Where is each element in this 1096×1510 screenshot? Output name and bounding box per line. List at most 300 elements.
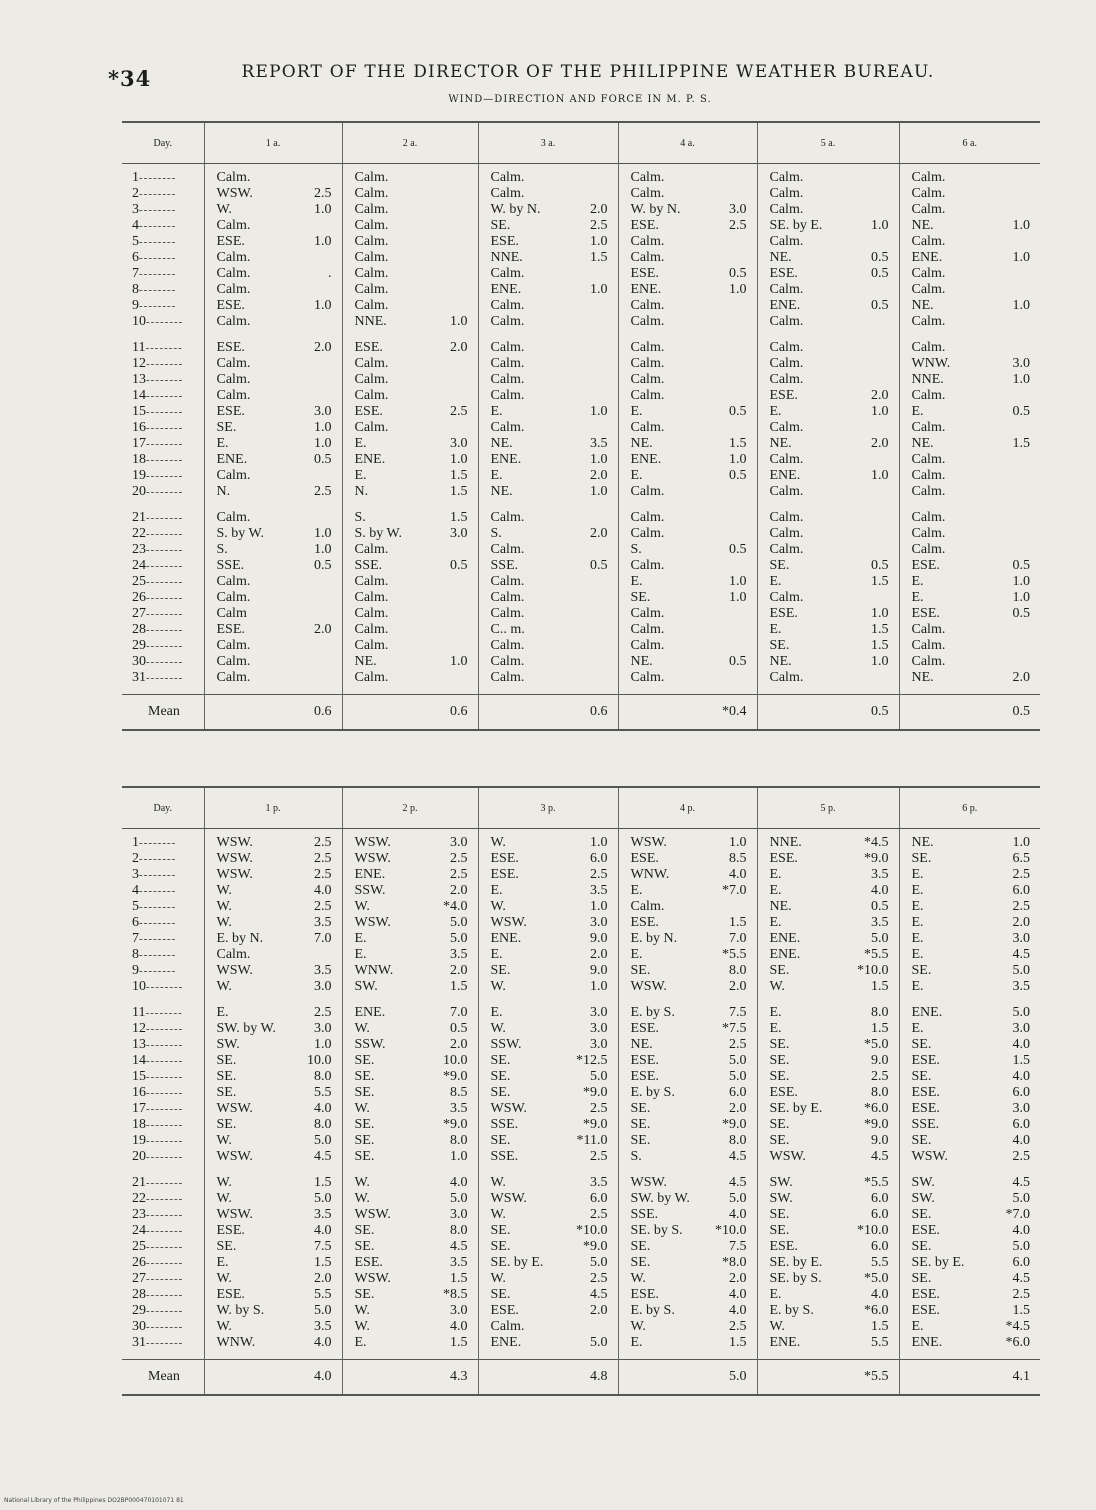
wind-direction: SE. <box>490 1239 511 1254</box>
wind-observation <box>758 1223 899 1239</box>
wind-direction: ESE. <box>490 1303 519 1318</box>
day-row-label <box>122 574 204 590</box>
wind-observation <box>205 1207 342 1223</box>
hour-column <box>478 829 618 1360</box>
wind-force: 1.0 <box>1012 218 1030 233</box>
wind-direction: ENE. <box>911 1005 943 1020</box>
wind-force: 1.5 <box>450 484 468 499</box>
wind-direction: Calm. <box>911 340 946 355</box>
day-row-label <box>122 606 204 622</box>
wind-force: 1.5 <box>450 979 468 994</box>
hour-column-header: 3 p. <box>478 787 618 829</box>
wind-force: 8.0 <box>450 1133 468 1148</box>
pm-wind-table <box>122 786 1040 1396</box>
wind-observation <box>479 883 618 899</box>
wind-direction: Calm. <box>490 372 525 387</box>
wind-force: 5.0 <box>1012 1005 1030 1020</box>
wind-direction: S. by W. <box>354 526 402 541</box>
wind-observation <box>900 947 1041 963</box>
wind-force: 9.0 <box>590 931 608 946</box>
wind-observation <box>205 404 342 420</box>
wind-direction: SW. <box>769 1175 793 1190</box>
wind-direction: E. <box>911 867 924 882</box>
wind-force: 4.0 <box>729 867 747 882</box>
wind-observation <box>479 1085 618 1101</box>
wind-observation <box>619 1319 757 1335</box>
wind-force: *9.0 <box>864 1117 889 1132</box>
wind-observation <box>619 622 757 638</box>
hour-column <box>204 164 342 695</box>
day-leader-dots: -------- <box>146 981 184 993</box>
wind-force: . <box>328 266 332 281</box>
wind-direction: SE. <box>911 1271 932 1286</box>
day-number: 11 <box>132 1005 146 1020</box>
wind-observation <box>205 314 342 330</box>
wind-direction: NE. <box>630 654 653 669</box>
wind-observation <box>479 1255 618 1271</box>
wind-direction: SE. <box>216 1117 237 1132</box>
wind-direction: Calm. <box>911 526 946 541</box>
wind-observation <box>900 654 1041 670</box>
wind-observation <box>619 915 757 931</box>
day-leader-dots: -------- <box>139 172 177 184</box>
wind-force: 1.5 <box>1012 1053 1030 1068</box>
wind-force: 5.5 <box>314 1085 332 1100</box>
day-leader-dots: -------- <box>139 949 177 961</box>
wind-direction: Calm. <box>354 186 389 201</box>
wind-observation <box>479 266 618 282</box>
day-leader-dots: -------- <box>146 624 184 636</box>
day-leader-dots: -------- <box>146 358 184 370</box>
wind-observation <box>900 1223 1041 1239</box>
wind-force: *5.5 <box>864 947 889 962</box>
wind-direction: W. <box>354 1101 370 1116</box>
wind-direction: SE. <box>769 1223 790 1238</box>
day-leader-dots: -------- <box>139 188 177 200</box>
wind-observation <box>479 282 618 298</box>
wind-force: 2.0 <box>450 963 468 978</box>
wind-direction: Calm. <box>911 234 946 249</box>
day-leader-dots: -------- <box>139 204 177 216</box>
day-number: 9 <box>132 298 139 313</box>
day-leader-dots: -------- <box>146 656 184 668</box>
day-number: 26 <box>132 1255 146 1270</box>
wind-observation <box>343 250 478 266</box>
wind-direction: WNW. <box>630 867 670 882</box>
wind-direction: S. <box>216 542 228 557</box>
wind-direction: ESE. <box>769 1085 798 1100</box>
wind-observation <box>758 186 899 202</box>
wind-observation <box>479 835 618 851</box>
day-row-label <box>122 1207 204 1223</box>
wind-direction: SE. <box>769 638 790 653</box>
wind-direction: SE. <box>911 851 932 866</box>
day-row-label <box>122 1175 204 1191</box>
wind-force: 1.0 <box>1012 298 1030 313</box>
day-number: 1 <box>132 170 139 185</box>
day-leader-dots: -------- <box>146 1177 184 1189</box>
wind-force: *4.5 <box>1005 1319 1030 1334</box>
wind-observation <box>343 670 478 686</box>
wind-force: 2.5 <box>1012 899 1030 914</box>
wind-observation <box>619 1175 757 1191</box>
wind-direction: SE. <box>354 1069 375 1084</box>
wind-observation <box>205 1255 342 1271</box>
wind-direction: NNE. <box>354 314 387 329</box>
wind-direction: ESE. <box>630 1287 659 1302</box>
wind-observation <box>619 452 757 468</box>
wind-direction: Calm. <box>354 234 389 249</box>
wind-direction: Calm. <box>490 638 525 653</box>
wind-direction: ESE. <box>630 851 659 866</box>
group-spacer <box>122 500 204 510</box>
wind-observation <box>343 234 478 250</box>
day-row-label <box>122 1239 204 1255</box>
wind-observation <box>205 356 342 372</box>
wind-observation <box>900 963 1041 979</box>
wind-observation <box>900 542 1041 558</box>
wind-observation <box>343 298 478 314</box>
wind-direction: S. <box>490 526 502 541</box>
wind-force: 5.0 <box>871 931 889 946</box>
wind-direction: ESE. <box>630 1053 659 1068</box>
wind-observation <box>619 250 757 266</box>
wind-force: 2.5 <box>590 1207 608 1222</box>
wind-direction: ENE. <box>769 931 801 946</box>
wind-force: *10.0 <box>857 963 889 978</box>
wind-observation <box>758 574 899 590</box>
wind-direction: Calm. <box>630 372 665 387</box>
wind-direction: Calm. <box>354 606 389 621</box>
wind-observation <box>479 340 618 356</box>
am-wind-table <box>122 121 1040 731</box>
day-number: 3 <box>132 867 139 882</box>
wind-observation <box>758 1207 899 1223</box>
wind-observation <box>205 266 342 282</box>
wind-direction: E. <box>769 867 782 882</box>
day-leader-dots: -------- <box>146 1023 184 1035</box>
wind-direction: SE. by E. <box>769 218 823 233</box>
wind-observation <box>900 266 1041 282</box>
wind-observation <box>619 979 757 995</box>
wind-force: 4.5 <box>871 1149 889 1164</box>
wind-force: 0.5 <box>871 250 889 265</box>
group-spacer <box>343 500 478 510</box>
wind-force: *10.0 <box>576 1223 608 1238</box>
wind-force: 4.5 <box>1012 1271 1030 1286</box>
hour-column <box>757 829 899 1360</box>
wind-force: *5.0 <box>864 1271 889 1286</box>
wind-force: 0.5 <box>871 899 889 914</box>
wind-force: 2.5 <box>450 867 468 882</box>
wind-observation <box>205 186 342 202</box>
mean-value: 0.6 <box>342 695 478 731</box>
wind-direction: Calm. <box>911 638 946 653</box>
group-spacer <box>619 330 757 340</box>
wind-direction: Calm. <box>490 670 525 685</box>
wind-direction: Calm. <box>911 314 946 329</box>
wind-direction: WSW. <box>216 851 253 866</box>
wind-force: 2.0 <box>450 1037 468 1052</box>
wind-force: 3.0 <box>450 1303 468 1318</box>
hour-column-header: 5 p. <box>757 787 899 829</box>
group-spacer <box>343 330 478 340</box>
day-leader-dots: -------- <box>139 252 177 264</box>
wind-direction: ENE. <box>490 1335 522 1350</box>
wind-force: 3.5 <box>314 915 332 930</box>
wind-observation <box>758 1255 899 1271</box>
wind-observation <box>758 452 899 468</box>
wind-observation <box>900 282 1041 298</box>
wind-force: 0.5 <box>871 266 889 281</box>
day-row-label <box>122 590 204 606</box>
wind-direction: NNE. <box>911 372 944 387</box>
wind-force: 3.5 <box>450 1255 468 1270</box>
wind-direction: ESE. <box>911 1287 940 1302</box>
wind-direction: ESE. <box>216 1287 245 1302</box>
wind-observation <box>900 452 1041 468</box>
wind-force: 1.0 <box>1012 590 1030 605</box>
wind-direction: SE. <box>769 1053 790 1068</box>
wind-force: 4.5 <box>450 1239 468 1254</box>
wind-force: 0.5 <box>1012 404 1030 419</box>
wind-direction: Calm. <box>490 388 525 403</box>
wind-observation <box>900 1005 1041 1021</box>
wind-direction: Calm. <box>630 298 665 313</box>
wind-direction: Calm. <box>911 282 946 297</box>
day-row-label <box>122 867 204 883</box>
day-number: 9 <box>132 963 139 978</box>
wind-force: 9.0 <box>871 1053 889 1068</box>
group-spacer <box>900 1165 1041 1175</box>
wind-observation <box>343 1101 478 1117</box>
wind-observation <box>758 388 899 404</box>
wind-force: 5.0 <box>590 1255 608 1270</box>
wind-direction: Calm. <box>630 314 665 329</box>
wind-force: 2.0 <box>729 1101 747 1116</box>
wind-direction: Calm. <box>354 356 389 371</box>
wind-observation <box>343 654 478 670</box>
wind-observation <box>205 638 342 654</box>
wind-direction: Calm. <box>630 356 665 371</box>
wind-direction: SSE. <box>630 1207 659 1222</box>
wind-direction: NE. <box>769 436 792 451</box>
footer-credit: National Library of the Philippines DO2BP000470101071 81 <box>4 1497 184 1504</box>
wind-force: 2.5 <box>314 835 332 850</box>
wind-force: 3.0 <box>450 1207 468 1222</box>
wind-force: 6.0 <box>1012 883 1030 898</box>
wind-direction: SE. <box>216 1085 237 1100</box>
wind-force: 5.0 <box>314 1191 332 1206</box>
wind-observation <box>900 1037 1041 1053</box>
wind-direction: Calm. <box>911 186 946 201</box>
wind-observation <box>343 899 478 915</box>
wind-direction: E. <box>911 915 924 930</box>
wind-direction: Calm. <box>630 606 665 621</box>
wind-force: 4.0 <box>729 1207 747 1222</box>
wind-observation <box>758 590 899 606</box>
wind-direction: NE. <box>630 436 653 451</box>
wind-direction: E. <box>630 404 643 419</box>
wind-direction: WNW. <box>354 963 394 978</box>
wind-direction: Calm. <box>216 314 251 329</box>
wind-force: 3.5 <box>871 867 889 882</box>
wind-force: 1.0 <box>314 234 332 249</box>
day-row-label <box>122 1005 204 1021</box>
wind-force: *7.5 <box>722 1021 747 1036</box>
wind-observation <box>619 1239 757 1255</box>
wind-direction: E. <box>490 1005 503 1020</box>
wind-observation <box>900 510 1041 526</box>
wind-direction: S. <box>630 1149 642 1164</box>
wind-observation <box>343 1191 478 1207</box>
wind-direction: E. <box>354 931 367 946</box>
wind-force: 1.0 <box>871 654 889 669</box>
wind-force: 0.5 <box>450 558 468 573</box>
day-leader-dots: -------- <box>139 300 177 312</box>
day-row-label <box>122 250 204 266</box>
wind-direction: WSW. <box>354 1271 391 1286</box>
wind-direction: WSW. <box>354 835 391 850</box>
wind-direction: SE. <box>490 1133 511 1148</box>
wind-observation <box>205 1037 342 1053</box>
wind-direction: ESE. <box>354 404 383 419</box>
wind-direction: Calm. <box>216 638 251 653</box>
wind-direction: Calm. <box>490 654 525 669</box>
wind-force: 0.5 <box>871 298 889 313</box>
wind-direction: W. <box>490 1021 506 1036</box>
wind-direction: E. <box>490 947 503 962</box>
wind-direction: E. by N. <box>630 931 678 946</box>
wind-observation <box>479 484 618 500</box>
day-number: 24 <box>132 558 146 573</box>
wind-direction: Calm. <box>769 234 804 249</box>
page-number: *34 <box>108 66 152 91</box>
hour-column-header: 4 a. <box>618 122 757 164</box>
wind-direction: ENE. <box>769 1335 801 1350</box>
wind-direction: E. <box>769 622 782 637</box>
wind-observation <box>619 526 757 542</box>
wind-observation <box>205 1069 342 1085</box>
wind-observation <box>343 979 478 995</box>
wind-observation <box>758 1271 899 1287</box>
wind-observation <box>343 835 478 851</box>
wind-observation <box>619 1223 757 1239</box>
wind-force: *9.0 <box>443 1069 468 1084</box>
group-spacer <box>122 330 204 340</box>
wind-observation <box>900 915 1041 931</box>
wind-direction: ENE. <box>490 452 522 467</box>
wind-direction: W. <box>216 1133 232 1148</box>
wind-observation <box>758 218 899 234</box>
wind-observation <box>758 484 899 500</box>
wind-observation <box>479 963 618 979</box>
group-spacer <box>758 1165 899 1175</box>
wind-observation <box>900 298 1041 314</box>
wind-force: 0.5 <box>729 542 747 557</box>
wind-force: 8.5 <box>450 1085 468 1100</box>
wind-observation <box>619 654 757 670</box>
wind-observation <box>479 606 618 622</box>
day-row-label <box>122 542 204 558</box>
day-row-label <box>122 1303 204 1319</box>
day-leader-dots: -------- <box>146 316 184 328</box>
day-leader-dots: -------- <box>146 390 184 402</box>
wind-observation <box>479 867 618 883</box>
wind-observation <box>758 606 899 622</box>
wind-direction: SE. <box>769 1207 790 1222</box>
wind-observation <box>205 670 342 686</box>
wind-force: 0.5 <box>314 452 332 467</box>
wind-direction: SW. by W. <box>630 1191 690 1206</box>
wind-observation <box>479 250 618 266</box>
wind-observation <box>479 1239 618 1255</box>
wind-observation <box>900 1255 1041 1271</box>
wind-force: 4.5 <box>590 1287 608 1302</box>
wind-force: 1.0 <box>1012 372 1030 387</box>
wind-observation <box>900 979 1041 995</box>
wind-force: 1.5 <box>314 1175 332 1190</box>
wind-direction: NE. <box>354 654 377 669</box>
wind-force: 2.5 <box>1012 1149 1030 1164</box>
day-row-label <box>122 340 204 356</box>
hour-column-header: 3 a. <box>478 122 618 164</box>
wind-observation <box>343 340 478 356</box>
wind-force: 3.0 <box>1012 1021 1030 1036</box>
day-leader-dots: -------- <box>146 640 184 652</box>
wind-observation <box>758 170 899 186</box>
wind-direction: E. <box>769 404 782 419</box>
wind-force: 2.5 <box>314 484 332 499</box>
hour-column-header: 2 p. <box>342 787 478 829</box>
wind-observation <box>619 186 757 202</box>
wind-observation <box>900 883 1041 899</box>
wind-force: 0.5 <box>1012 558 1030 573</box>
wind-observation <box>343 638 478 654</box>
wind-observation <box>205 1149 342 1165</box>
wind-observation <box>619 947 757 963</box>
wind-direction: Calm. <box>630 234 665 249</box>
wind-force: 6.0 <box>1012 1117 1030 1132</box>
wind-direction: SE. <box>216 1069 237 1084</box>
wind-direction: S. by W. <box>216 526 264 541</box>
wind-direction: ENE. <box>911 1335 943 1350</box>
wind-force: 5.0 <box>590 1335 608 1350</box>
wind-direction: Calm. <box>354 638 389 653</box>
wind-direction: E. <box>911 899 924 914</box>
wind-observation <box>205 340 342 356</box>
wind-direction: W. <box>490 1207 506 1222</box>
wind-observation <box>900 218 1041 234</box>
wind-observation <box>758 963 899 979</box>
wind-observation <box>205 218 342 234</box>
wind-direction: Calm. <box>354 266 389 281</box>
wind-observation <box>205 436 342 452</box>
wind-observation <box>479 202 618 218</box>
wind-observation <box>205 298 342 314</box>
day-row-label <box>122 314 204 330</box>
wind-direction: E. <box>216 1005 229 1020</box>
hour-column-header: 1 a. <box>204 122 342 164</box>
wind-force: 0.5 <box>1012 606 1030 621</box>
wind-direction: Calm. <box>490 542 525 557</box>
day-row-label <box>122 835 204 851</box>
wind-direction: Calm. <box>354 170 389 185</box>
day-number: 12 <box>132 356 146 371</box>
wind-force: 1.0 <box>1012 574 1030 589</box>
wind-direction: SE. <box>490 1287 511 1302</box>
wind-force: 3.0 <box>450 436 468 451</box>
